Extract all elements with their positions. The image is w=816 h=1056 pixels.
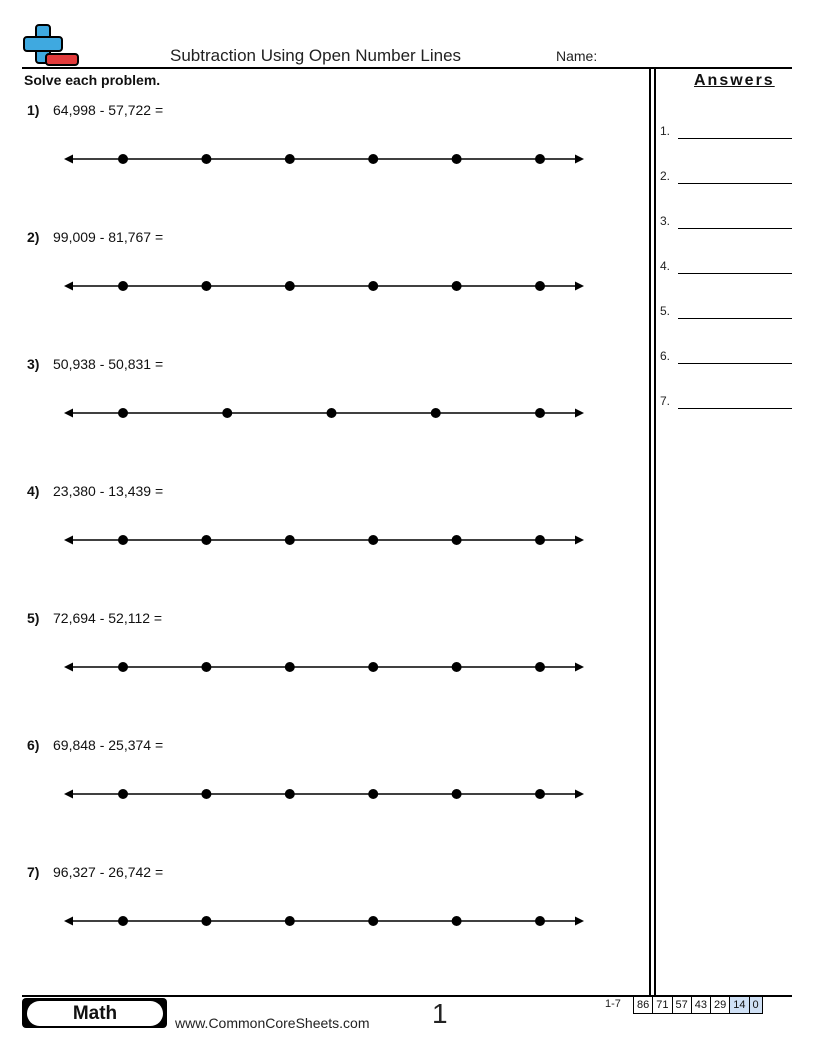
answer-blank[interactable] [678, 273, 792, 274]
answer-blank[interactable] [678, 138, 792, 139]
left-arrow-icon [64, 282, 73, 291]
problem-number: 3) [27, 356, 40, 372]
number-line-point [452, 535, 462, 545]
right-arrow-icon [575, 663, 584, 672]
number-line-point [535, 535, 545, 545]
right-arrow-icon [575, 917, 584, 926]
number-line-point [285, 662, 295, 672]
number-line-point [452, 662, 462, 672]
answer-label: 7. [660, 394, 671, 408]
left-arrow-icon [64, 663, 73, 672]
plus-minus-logo-icon [22, 24, 80, 68]
number-line-point [368, 281, 378, 291]
number-line-point [201, 535, 211, 545]
answer-blank[interactable] [678, 408, 792, 409]
number-line-point [118, 154, 128, 164]
number-line-point [285, 154, 295, 164]
left-arrow-icon [64, 155, 73, 164]
number-line-point [201, 789, 211, 799]
score-cell: 0 [749, 997, 762, 1014]
number-line-point [452, 281, 462, 291]
number-line-point [535, 281, 545, 291]
number-line-point [452, 154, 462, 164]
number-line-point [118, 789, 128, 799]
number-line-point [222, 408, 232, 418]
number-line [60, 911, 588, 931]
number-line-point [118, 408, 128, 418]
number-line-point [118, 662, 128, 672]
score-cell: 29 [711, 997, 730, 1014]
score-cell: 86 [634, 997, 653, 1014]
number-line-point [368, 789, 378, 799]
answer-label: 3. [660, 214, 671, 228]
right-arrow-icon [575, 282, 584, 291]
answer-blank[interactable] [678, 228, 792, 229]
problem-expression: 72,694 - 52,112 = [53, 610, 163, 626]
answer-label: 5. [660, 304, 671, 318]
problem-expression: 23,380 - 13,439 = [53, 483, 164, 499]
number-line [60, 149, 588, 169]
answer-label: 2. [660, 169, 671, 183]
score-table [633, 996, 763, 1014]
number-line-point [118, 916, 128, 926]
score-cell: 14 [730, 997, 749, 1014]
score-key-range: 1-7 [605, 998, 621, 1010]
page-number: 1 [432, 998, 448, 1029]
right-arrow-icon [575, 536, 584, 545]
problem-number: 6) [27, 737, 40, 753]
header-divider [22, 67, 792, 69]
number-line-point [535, 916, 545, 926]
number-line-point [452, 916, 462, 926]
number-line [60, 784, 588, 804]
left-arrow-icon [64, 409, 73, 418]
problem-number: 5) [27, 610, 40, 626]
score-row [634, 997, 763, 1014]
number-line-point [368, 662, 378, 672]
number-line-point [431, 408, 441, 418]
answer-label: 6. [660, 349, 671, 363]
site-url: www.CommonCoreSheets.com [175, 1015, 370, 1031]
score-cell: 71 [653, 997, 672, 1014]
number-line-point [285, 281, 295, 291]
subject-label: Math [27, 1001, 163, 1026]
worksheet-title: Subtraction Using Open Number Lines [170, 46, 462, 65]
number-line-point [201, 662, 211, 672]
number-line-point [201, 916, 211, 926]
number-line-point [535, 154, 545, 164]
problem-number: 2) [27, 229, 40, 245]
left-arrow-icon [64, 536, 73, 545]
number-line [60, 530, 588, 550]
problem-number: 7) [27, 864, 40, 880]
left-arrow-icon [64, 917, 73, 926]
problem-expression: 96,327 - 26,742 = [53, 864, 164, 880]
number-line-point [285, 916, 295, 926]
right-arrow-icon [575, 790, 584, 799]
instructions: Solve each problem. [24, 72, 161, 88]
number-line-point [285, 789, 295, 799]
answer-label: 1. [660, 124, 671, 138]
problem-expression: 64,998 - 57,722 = [53, 102, 164, 118]
column-divider [649, 69, 651, 996]
answer-blank[interactable] [678, 183, 792, 184]
right-arrow-icon [575, 155, 584, 164]
problem-number: 1) [27, 102, 40, 118]
problem-expression: 99,009 - 81,767 = [53, 229, 164, 245]
column-divider-inner [654, 69, 656, 996]
answers-title: Answers [694, 72, 775, 89]
number-line-point [201, 154, 211, 164]
number-line-point [535, 789, 545, 799]
number-line-point [118, 535, 128, 545]
answer-blank[interactable] [678, 318, 792, 319]
number-line-point [452, 789, 462, 799]
number-line-point [201, 281, 211, 291]
number-line [60, 403, 588, 423]
answer-label: 4. [660, 259, 671, 273]
score-cell: 43 [691, 997, 710, 1014]
number-line-point [368, 916, 378, 926]
number-line-point [118, 281, 128, 291]
problem-expression: 69,848 - 25,374 = [53, 737, 164, 753]
number-line [60, 276, 588, 296]
name-label: Name: [556, 48, 598, 64]
answer-blank[interactable] [678, 363, 792, 364]
number-line [60, 657, 588, 677]
number-line-point [368, 535, 378, 545]
left-arrow-icon [64, 790, 73, 799]
number-line-point [285, 535, 295, 545]
number-line-point [535, 662, 545, 672]
number-line-point [535, 408, 545, 418]
problem-expression: 50,938 - 50,831 = [53, 356, 164, 372]
right-arrow-icon [575, 409, 584, 418]
number-line-point [327, 408, 337, 418]
problem-number: 4) [27, 483, 40, 499]
score-cell: 57 [672, 997, 691, 1014]
number-line-point [368, 154, 378, 164]
